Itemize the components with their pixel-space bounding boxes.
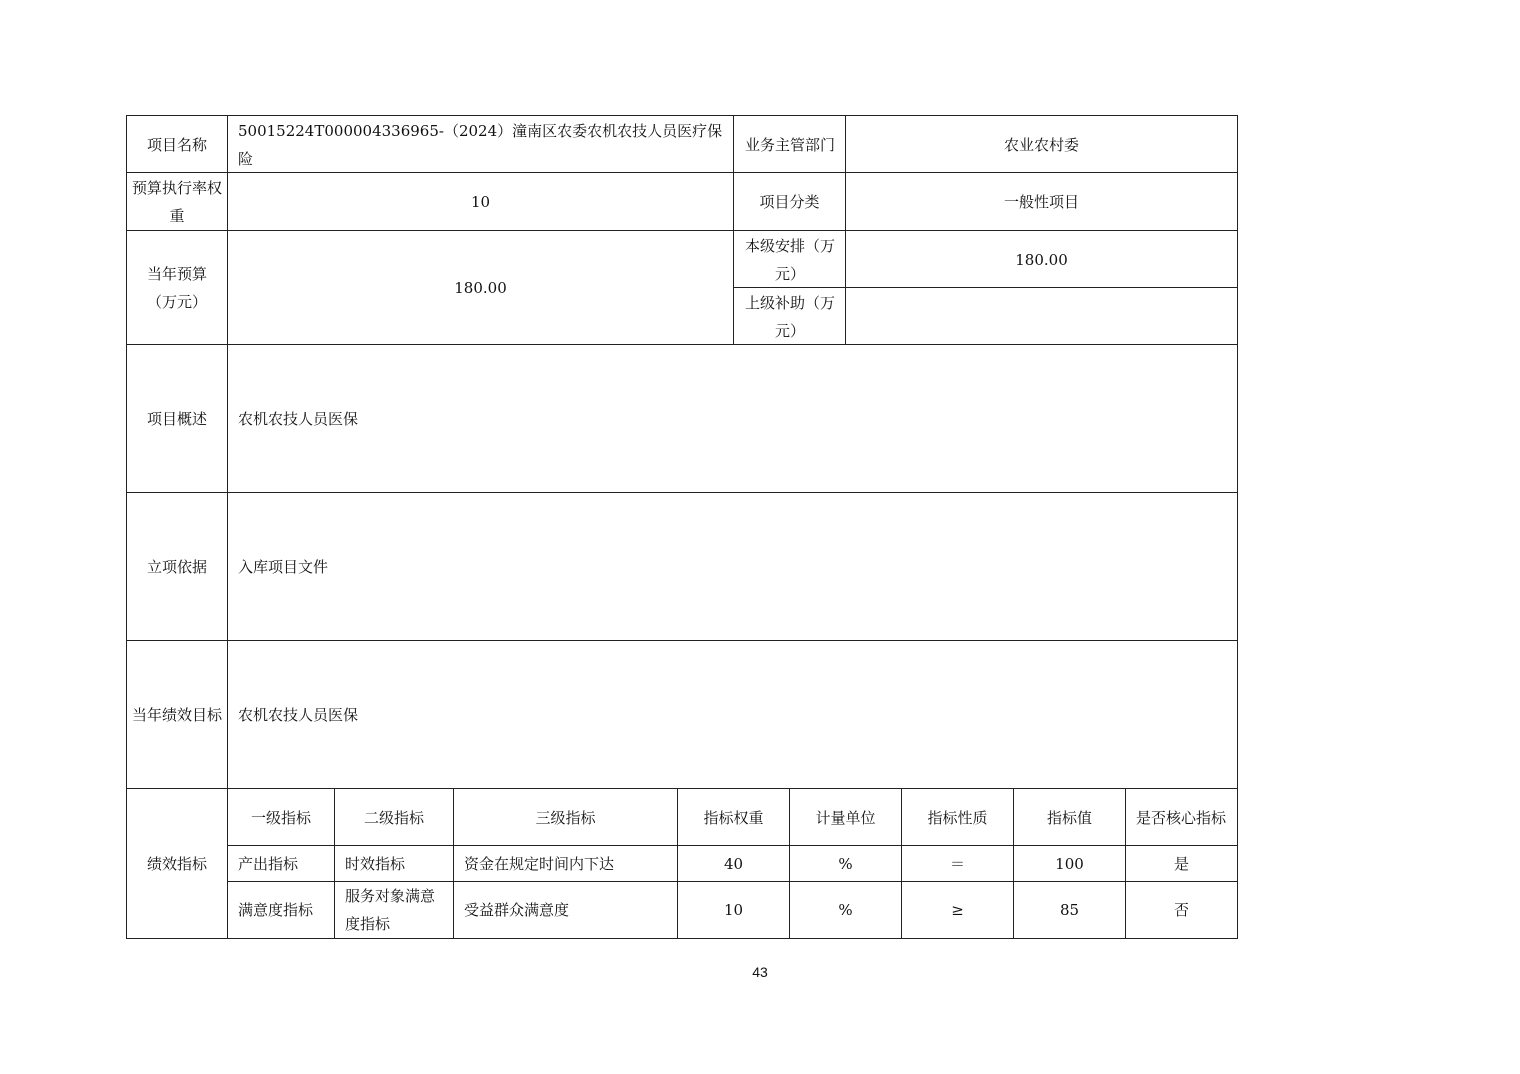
table-row-1-level2: 时效指标 xyxy=(345,855,406,873)
table-row-1-nature: ＝ xyxy=(949,855,965,873)
local-budget-label: 本级安排（万元） xyxy=(744,236,835,283)
budget-label: 当年预算（万元） xyxy=(146,265,207,311)
goal-label: 当年绩效目标 xyxy=(132,706,223,724)
table-row-2-level2: 服务对象满意度指标 xyxy=(345,887,436,933)
project-name-label: 项目名称 xyxy=(146,135,207,154)
basis-label: 立项依据 xyxy=(146,558,207,576)
table-row-2-core: 否 xyxy=(1173,901,1189,919)
upper-subsidy-value xyxy=(846,288,1237,345)
goal-value: 农机农技人员医保 xyxy=(238,706,359,724)
overview-value: 农机农技人员医保 xyxy=(238,410,359,428)
weight-value: 10 xyxy=(470,193,491,211)
project-name-value: 50015224T000004336965-（2024）潼南区农委农机农技人员医疗保险 xyxy=(238,121,723,168)
header-unit: 计量单位 xyxy=(815,808,876,827)
table-row-1-weight: 40 xyxy=(723,855,744,873)
budget-value: 180.00 xyxy=(454,279,507,297)
table-row-1-value: 100 xyxy=(1055,855,1084,873)
header-nature: 指标性质 xyxy=(927,808,988,827)
table-row-1-level3: 资金在规定时间内下达 xyxy=(464,855,615,873)
table-row-2-value: 85 xyxy=(1059,901,1080,919)
overview-label: 项目概述 xyxy=(146,410,207,428)
table-row-2-level1: 满意度指标 xyxy=(238,901,314,919)
header-level1: 一级指标 xyxy=(250,808,311,827)
table-row-1-level1: 产出指标 xyxy=(238,855,299,873)
header-weight: 指标权重 xyxy=(703,808,764,827)
table-row-2-weight: 10 xyxy=(723,901,744,919)
local-budget-value: 180.00 xyxy=(1015,250,1068,269)
header-level2: 二级指标 xyxy=(363,808,424,827)
table-row-2-unit: % xyxy=(838,901,853,919)
category-label: 项目分类 xyxy=(759,193,820,211)
indicators-label: 绩效指标 xyxy=(146,854,207,873)
table-row-2-level3: 受益群众满意度 xyxy=(464,901,570,919)
header-value: 指标值 xyxy=(1046,808,1092,827)
header-level3: 三级指标 xyxy=(535,808,596,827)
basis-value: 入库项目文件 xyxy=(238,558,329,576)
weight-label: 预算执行率权重 xyxy=(132,179,223,225)
category-value: 一般性项目 xyxy=(1003,193,1079,211)
header-core: 是否核心指标 xyxy=(1135,808,1226,827)
upper-subsidy-label: 上级补助（万元） xyxy=(744,293,835,340)
table-row-1-core: 是 xyxy=(1173,855,1189,873)
table-row-2-nature: ≥ xyxy=(951,901,964,919)
dept-value: 农业农村委 xyxy=(1003,135,1079,154)
dept-label: 业务主管部门 xyxy=(744,135,835,154)
table-row-1-unit: % xyxy=(838,855,853,873)
page-number: 43 xyxy=(752,964,768,980)
